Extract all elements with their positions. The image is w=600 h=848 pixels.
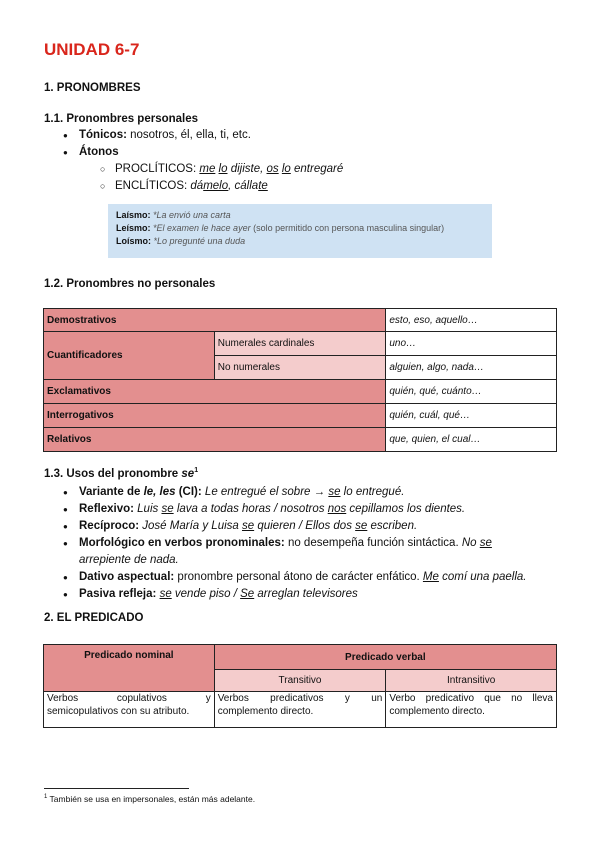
list-item-variante: ● Variante de le, les (CI): Le entregué el sobre → se lo entregué. <box>63 484 557 501</box>
cell-relativos: Relativos <box>44 428 386 452</box>
cell-intransitivo-desc: Verbo predicativo que no lleva complemento directo. <box>386 692 557 728</box>
cell-demostrativos: Demostrativos <box>44 309 386 332</box>
cell-exclamativos: Exclamativos <box>44 380 386 404</box>
table-row <box>44 404 557 428</box>
table-no-personales <box>43 308 557 452</box>
cell-numerales-ex: uno… <box>386 332 557 356</box>
list-item-pasiva: ● Pasiva refleja: se vende piso / Se arreglan televisores <box>63 586 557 603</box>
cell-interrogativos-ex: quién, cuál, qué… <box>386 404 557 428</box>
cell-no-numerales: No numerales <box>214 356 386 380</box>
list-item-morfologico: ● Morfológico en verbos pronominales: no desempeña función sintáctica. No se arrepiente de nada. <box>63 535 557 569</box>
cell-exclamativos-ex: quién, qué, cuánto… <box>386 380 557 404</box>
footnote: $^1$ También se usa en impersonales, están más adelante. <box>44 794 256 804</box>
cell-cuantificadores: Cuantificadores <box>44 332 215 380</box>
cell-demostrativos-ex: esto, eso, aquello… <box>386 309 557 332</box>
laismo-line: Laísmo: *La envió una carta <box>116 210 231 220</box>
cell-intransitivo: Intransitivo <box>386 670 557 692</box>
atonos-sublist <box>63 161 543 195</box>
list-item-tonicos: ● Tónicos: nosotros, él, ella, ti, etc. <box>63 127 543 144</box>
list-item-dativo: ● Dativo aspectual: pronombre personal átono de carácter enfático. Me comí una paella. <box>63 569 557 586</box>
leismo-line: Leísmo: *El examen le hace ayer (solo permitido con persona masculina singular) <box>116 223 445 233</box>
table-row <box>44 309 557 332</box>
cell-relativos-ex: que, quien, el cual… <box>386 428 557 452</box>
loismo-line: Loísmo: *Lo pregunté una duda <box>116 236 246 246</box>
cell-interrogativos: Interrogativos <box>44 404 386 428</box>
cell-numerales-cardinales: Numerales cardinales <box>214 332 386 356</box>
table-row <box>44 332 557 356</box>
list-personales <box>63 127 543 161</box>
cell-predicado-verbal: Predicado verbal <box>214 645 556 670</box>
table-row <box>44 692 557 728</box>
footnote-separator <box>44 788 189 789</box>
list-usos-se <box>63 484 557 603</box>
heading-no-personales: 1.2. Pronombres no personales <box>44 278 216 290</box>
table-row <box>44 428 557 452</box>
list-item-reciproco: ● Recíproco: José María y Luisa se quieren / Ellos dos se escriben. <box>63 518 557 535</box>
cell-predicado-nominal: Predicado nominal <box>44 645 215 692</box>
laismo-leismo-loismo-box <box>108 204 492 258</box>
table-row <box>44 380 557 404</box>
heading-usos-se: 1.3. Usos del pronombre $se^1$ <box>44 467 199 480</box>
page-title: UNIDAD 6-7 <box>44 40 140 59</box>
list-item-encliticos: ○ ENCLÍTICOS: dámelo, cállate <box>100 180 268 192</box>
cell-nominal-desc: Verbos copulativos y semicopulativos con su atributo. <box>44 692 215 728</box>
cell-transitivo-desc: Verbos predicativos y un complemento directo. <box>214 692 386 728</box>
heading-predicado: 2. EL PREDICADO <box>44 612 144 624</box>
list-item-atonos: ● Átonos <box>63 144 543 161</box>
cell-transitivo: Transitivo <box>214 670 386 692</box>
list-item-reflexivo: ● Reflexivo: Luis se lava a todas horas / nosotros nos cepillamos los dientes. <box>63 501 557 518</box>
table-row <box>44 645 557 670</box>
heading-pronombres: 1. PRONOMBRES <box>44 82 141 94</box>
heading-pronombres-personales: 1.1. Pronombres personales <box>44 113 199 125</box>
cell-no-numerales-ex: alguien, algo, nada… <box>386 356 557 380</box>
table-predicado <box>43 644 557 728</box>
list-item-procliticos: ○ PROCLÍTICOS: me lo dijiste, os lo entregaré <box>100 163 344 175</box>
